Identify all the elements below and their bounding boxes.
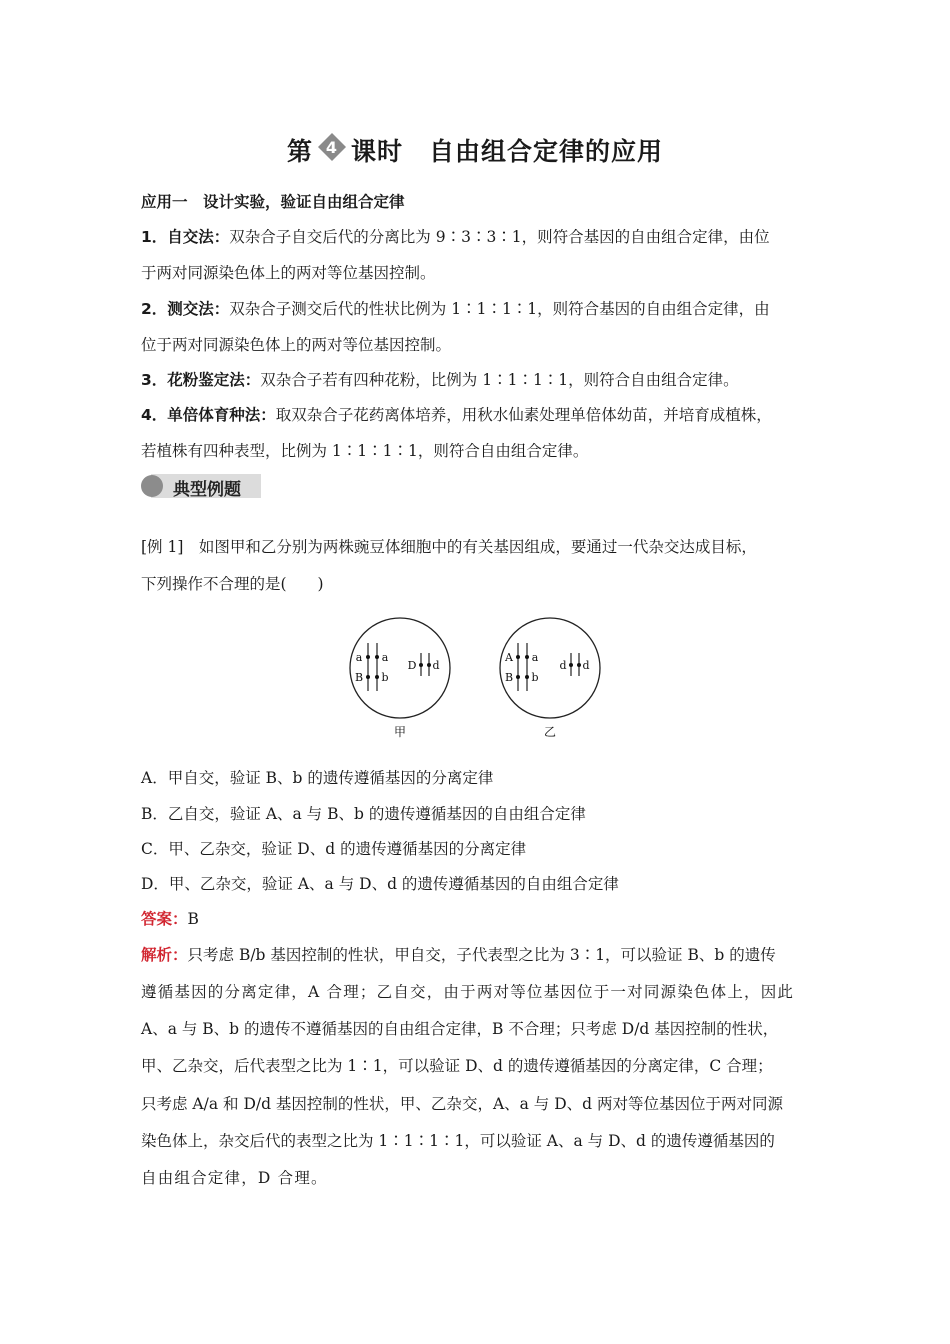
gene-label: d [559, 659, 567, 672]
cell-yi [500, 618, 600, 739]
method-text: 取双杂合子花药离体培养，用秋水仙素处理单倍体幼苗，并培育成植株， [275, 406, 772, 424]
gene-label: a [531, 651, 539, 664]
method-2-cont: 位于两对同源染色体上的两对等位基因控制。 [141, 336, 452, 354]
method-4-cont: 若植株有四种表型，比例为 1∶1∶1∶1，则符合自由组合定律。 [141, 442, 589, 460]
gene-label: d [432, 659, 440, 672]
answer [141, 909, 199, 929]
gene-label: D [407, 659, 417, 672]
gene-label: B [354, 671, 364, 684]
gene-label: a [355, 651, 363, 664]
gene-label: B [504, 671, 514, 684]
section-heading: 应用一 设计实验，验证自由组合定律 [141, 193, 405, 211]
cell-diagram [345, 613, 610, 743]
option-a: A．甲自交，验证 B、b 的遗传遵循基因的分离定律 [141, 769, 494, 787]
gene-label: a [381, 651, 389, 664]
title-main: 自由组合定律的应用 [429, 137, 664, 166]
option-c: C．甲、乙杂交，验证 D、d 的遗传遵循基因的分离定律 [141, 840, 527, 858]
method-text: 双杂合子自交后代的分离比为 9∶3∶3∶1，则符合基因的自由组合定律，由位 [229, 228, 770, 246]
method-1 [141, 227, 770, 247]
analysis-line7: 自由组合定律，D 合理。 [141, 1169, 328, 1187]
answer-label: 答案： [141, 910, 188, 928]
option-b: B．乙自交，验证 A、a 与 B、b 的遗传遵循基因的自由组合定律 [141, 805, 586, 823]
method-2 [141, 299, 770, 319]
analysis-line6: 染色体上，杂交后代的表型之比为 1∶1∶1∶1，可以验证 A、a 与 D、d 的遗传遵循基因的 [141, 1132, 775, 1150]
method-1-cont: 于两对同源染色体上的两对等位基因控制。 [141, 264, 436, 282]
example-stem-line1: [例 1] 如图甲和乙分别为两株豌豆体细胞中的有关基因组成，要通过一代杂交达成目标， [141, 538, 757, 556]
method-label: 2．测交法： [141, 300, 230, 318]
method-3 [141, 370, 739, 390]
lesson-number-badge [317, 132, 347, 162]
method-label: 3．花粉鉴定法： [141, 371, 261, 389]
caption-jia: 甲 [393, 725, 407, 739]
caption-yi: 乙 [543, 725, 557, 739]
analysis-label: 解析： [141, 946, 188, 964]
method-text: 双杂合子测交后代的性状比例为 1∶1∶1∶1，则符合基因的自由组合定律，由 [229, 300, 770, 318]
typical-examples-banner [141, 474, 261, 498]
analysis-line1 [141, 945, 776, 965]
method-label: 4．单倍体育种法： [141, 406, 276, 424]
lesson-number: 4 [325, 138, 339, 157]
lesson-title [0, 132, 950, 168]
example-stem-line2: 下列操作不合理的是( ) [141, 575, 324, 593]
answer-value: B [187, 910, 199, 928]
gene-label: b [381, 671, 389, 684]
method-4 [141, 405, 772, 425]
method-label: 1．自交法： [141, 228, 230, 246]
analysis-line4: 甲、乙杂交，后代表型之比为 1∶1，可以验证 D、d 的遗传遵循基因的分离定律，C 合理； [141, 1057, 773, 1075]
cell-jia [350, 618, 450, 739]
analysis-line2: 遵循基因的分离定律，A 合理；乙自交，由于两对等位基因位于一对同源染色体上，因此 [141, 983, 795, 1001]
title-prefix: 第 [286, 137, 313, 166]
analysis-line3: A、a 与 B、b 的遗传不遵循基因的自由组合定律，B 不合理；只考虑 D/d 基因控制的性状， [141, 1020, 779, 1038]
banner-circle-icon [141, 475, 163, 497]
option-d: D．甲、乙杂交，验证 A、a 与 D、d 的遗传遵循基因的自由组合定律 [141, 875, 619, 893]
banner-label: 典型例题 [173, 480, 241, 500]
gene-label: d [582, 659, 590, 672]
method-text: 双杂合子若有四种花粉，比例为 1∶1∶1∶1，则符合自由组合定律。 [260, 371, 739, 389]
gene-label: b [531, 671, 539, 684]
title-suffix: 课时 [350, 137, 403, 166]
analysis-line5: 只考虑 A/a 和 D/d 基因控制的性状，甲、乙杂交，A、a 与 D、d 两对等位基因位于两对同源 [141, 1095, 784, 1113]
analysis-text: 只考虑 B/b 基因控制的性状，甲自交，子代表型之比为 3∶1，可以验证 B、b 的遗传 [187, 946, 776, 964]
gene-label: A [505, 651, 513, 664]
